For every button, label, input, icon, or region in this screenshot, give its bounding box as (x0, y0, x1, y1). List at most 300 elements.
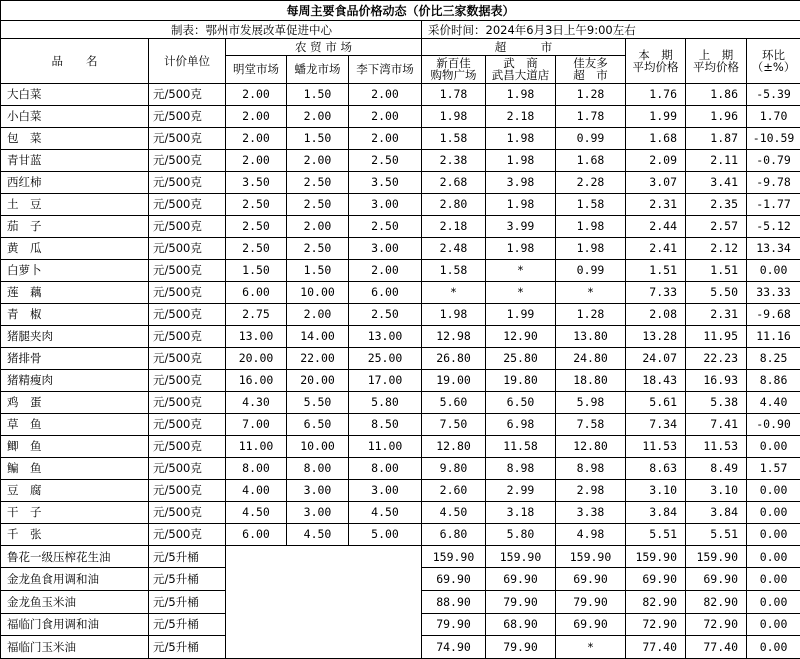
table-row (1, 105, 800, 127)
price-cell: 4.40 (747, 391, 800, 413)
price-cell: 2.00 (287, 105, 349, 127)
price-cell: 2.00 (349, 83, 422, 105)
price-cell: 20.00 (226, 347, 287, 369)
price-cell: 2.75 (226, 303, 287, 325)
price-cell: 1.76 (626, 83, 686, 105)
price-cell: 3.00 (349, 479, 422, 501)
price-cell: 18.80 (556, 369, 626, 391)
price-cell: 3.10 (626, 479, 686, 501)
price-cell: 2.98 (556, 479, 626, 501)
price-cell: 0.00 (747, 501, 800, 523)
farm-market-empty (226, 545, 422, 658)
unit: 元/500克 (149, 83, 226, 105)
unit: 元/500克 (149, 325, 226, 347)
item-name: 包 菜 (1, 127, 149, 149)
item-name: 豆 腐 (1, 479, 149, 501)
price-cell: 1.98 (556, 237, 626, 259)
item-name: 鲫 鱼 (1, 435, 149, 457)
price-cell: 4.00 (226, 479, 287, 501)
price-cell: * (486, 259, 556, 281)
price-cell: 69.90 (556, 568, 626, 591)
price-cell: 8.00 (349, 457, 422, 479)
unit: 元/500克 (149, 215, 226, 237)
price-cell: 18.43 (626, 369, 686, 391)
price-cell: 82.90 (626, 590, 686, 613)
price-cell: 8.25 (747, 347, 800, 369)
price-cell: 159.90 (556, 545, 626, 568)
price-cell: 1.98 (486, 237, 556, 259)
price-cell: 5.61 (626, 391, 686, 413)
price-cell: 12.98 (422, 325, 486, 347)
price-cell: 6.00 (226, 281, 287, 303)
price-cell: 1.86 (686, 83, 747, 105)
price-cell: 10.00 (287, 281, 349, 303)
price-cell: 3.84 (626, 501, 686, 523)
unit: 元/500克 (149, 479, 226, 501)
price-cell: -5.39 (747, 83, 800, 105)
price-cell: 72.90 (626, 613, 686, 636)
price-cell: 8.49 (686, 457, 747, 479)
table-row (1, 479, 800, 501)
price-cell: 6.98 (486, 413, 556, 435)
unit: 元/500克 (149, 457, 226, 479)
price-cell: 3.99 (486, 215, 556, 237)
item-name: 莲 藕 (1, 281, 149, 303)
price-cell: 8.63 (626, 457, 686, 479)
unit: 元/500克 (149, 171, 226, 193)
maker-label: 制表：鄂州市发展改革促进中心 (1, 21, 422, 39)
price-cell: 12.90 (486, 325, 556, 347)
price-cell: 1.50 (226, 259, 287, 281)
price-cell: 0.99 (556, 127, 626, 149)
price-cell: 69.90 (686, 568, 747, 591)
table-row (1, 83, 800, 105)
price-cell: 10.00 (287, 435, 349, 457)
price-cell: 2.57 (686, 215, 747, 237)
price-cell: 2.18 (422, 215, 486, 237)
price-cell: 7.50 (422, 413, 486, 435)
price-cell: 2.00 (226, 149, 287, 171)
table-row (1, 127, 800, 149)
table-row (1, 193, 800, 215)
unit: 元/5升桶 (149, 568, 226, 591)
item-name: 草 鱼 (1, 413, 149, 435)
price-cell: -9.78 (747, 171, 800, 193)
price-cell: 6.50 (287, 413, 349, 435)
price-cell: 7.00 (226, 413, 287, 435)
price-cell: 1.50 (287, 83, 349, 105)
price-cell: 4.50 (422, 501, 486, 523)
price-cell: 77.40 (686, 636, 747, 659)
unit: 元/500克 (149, 237, 226, 259)
price-cell: 0.00 (747, 479, 800, 501)
header-supermarket: 超 市 (422, 39, 626, 55)
table-row (1, 259, 800, 281)
price-cell: 2.60 (422, 479, 486, 501)
price-cell: -9.68 (747, 303, 800, 325)
item-name: 鲁花一级压榨花生油 (1, 545, 149, 568)
item-name: 猪排骨 (1, 347, 149, 369)
price-cell: 79.90 (486, 636, 556, 659)
price-cell: 8.00 (287, 457, 349, 479)
price-cell: * (556, 636, 626, 659)
price-cell: 6.50 (486, 391, 556, 413)
price-cell: 2.50 (226, 237, 287, 259)
price-cell: 79.90 (556, 590, 626, 613)
price-cell: 24.07 (626, 347, 686, 369)
price-cell: 4.30 (226, 391, 287, 413)
item-name: 金龙鱼食用调和油 (1, 568, 149, 591)
unit: 元/500克 (149, 281, 226, 303)
unit: 元/500克 (149, 369, 226, 391)
unit: 元/500克 (149, 347, 226, 369)
price-cell: 3.00 (349, 237, 422, 259)
header-market-mingtang: 明堂市场 (226, 55, 287, 83)
price-cell: 5.60 (422, 391, 486, 413)
unit: 元/500克 (149, 149, 226, 171)
price-cell: -5.12 (747, 215, 800, 237)
price-cell: * (556, 281, 626, 303)
price-cell: 1.51 (626, 259, 686, 281)
price-cell: 8.86 (747, 369, 800, 391)
unit: 元/500克 (149, 391, 226, 413)
header-market-lixiawan: 李下湾市场 (349, 55, 422, 83)
price-cell: 26.80 (422, 347, 486, 369)
price-cell: 13.00 (349, 325, 422, 347)
price-cell: 1.57 (747, 457, 800, 479)
table-title: 每周主要食品价格动态（价比三家数据表） (1, 1, 800, 21)
price-cell: 11.00 (226, 435, 287, 457)
item-name: 小白菜 (1, 105, 149, 127)
price-cell: 4.98 (556, 523, 626, 545)
item-name: 鳊 鱼 (1, 457, 149, 479)
price-cell: 1.28 (556, 303, 626, 325)
price-cell: * (486, 281, 556, 303)
price-cell: 82.90 (686, 590, 747, 613)
price-cell: 1.78 (422, 83, 486, 105)
item-name: 福临门玉米油 (1, 636, 149, 659)
price-cell: 19.80 (486, 369, 556, 391)
price-cell: 2.00 (226, 127, 287, 149)
price-cell: 25.00 (349, 347, 422, 369)
unit: 元/500克 (149, 303, 226, 325)
price-cell: 5.80 (486, 523, 556, 545)
price-cell: 19.00 (422, 369, 486, 391)
price-cell: 2.80 (422, 193, 486, 215)
price-cell: 0.00 (747, 590, 800, 613)
price-cell: 7.58 (556, 413, 626, 435)
header-ratio: 环比 （±%） (747, 39, 800, 83)
price-cell: 33.33 (747, 281, 800, 303)
price-cell: 24.80 (556, 347, 626, 369)
price-cell: 3.84 (686, 501, 747, 523)
price-cell: 2.31 (626, 193, 686, 215)
price-cell: 5.50 (287, 391, 349, 413)
table-row (1, 237, 800, 259)
price-cell: 8.00 (226, 457, 287, 479)
price-cell: 2.00 (226, 105, 287, 127)
unit: 元/5升桶 (149, 636, 226, 659)
unit: 元/500克 (149, 523, 226, 545)
table-row (1, 215, 800, 237)
price-cell: 2.00 (287, 215, 349, 237)
price-cell: 159.90 (626, 545, 686, 568)
unit: 元/5升桶 (149, 590, 226, 613)
price-cell: 2.50 (287, 193, 349, 215)
price-cell: 1.98 (422, 303, 486, 325)
header-market-panlong: 蟠龙市场 (287, 55, 349, 83)
price-cell: 2.50 (226, 215, 287, 237)
price-cell: 2.44 (626, 215, 686, 237)
price-cell: 22.00 (287, 347, 349, 369)
price-cell: 11.16 (747, 325, 800, 347)
price-cell: 2.11 (686, 149, 747, 171)
item-name: 鸡 蛋 (1, 391, 149, 413)
item-name: 干 子 (1, 501, 149, 523)
price-cell: 0.00 (747, 523, 800, 545)
table-row (1, 149, 800, 171)
price-cell: 1.98 (486, 193, 556, 215)
collect-time: 采价时间：2024年6月3日上午9:00左右 (422, 21, 800, 39)
price-cell: 0.00 (747, 613, 800, 636)
price-cell: 2.48 (422, 237, 486, 259)
header-super-jiayouduo: 佳友多 超 市 (556, 55, 626, 83)
price-cell: 3.07 (626, 171, 686, 193)
price-cell: 16.93 (686, 369, 747, 391)
price-cell: 1.99 (486, 303, 556, 325)
price-cell: 6.00 (349, 281, 422, 303)
item-name: 白萝卜 (1, 259, 149, 281)
price-cell: 77.40 (626, 636, 686, 659)
price-cell: 7.41 (686, 413, 747, 435)
price-cell: 2.38 (422, 149, 486, 171)
price-cell: 3.50 (349, 171, 422, 193)
price-cell: 1.98 (422, 105, 486, 127)
item-name: 大白菜 (1, 83, 149, 105)
price-cell: 14.00 (287, 325, 349, 347)
price-cell: -0.79 (747, 149, 800, 171)
price-cell: 2.41 (626, 237, 686, 259)
price-cell: 88.90 (422, 590, 486, 613)
table-row (1, 523, 800, 545)
price-cell: 2.00 (287, 303, 349, 325)
item-name: 青甘蓝 (1, 149, 149, 171)
price-cell: 1.50 (287, 259, 349, 281)
unit: 元/5升桶 (149, 613, 226, 636)
price-cell: 2.99 (486, 479, 556, 501)
price-cell: 68.90 (486, 613, 556, 636)
price-cell: 5.51 (626, 523, 686, 545)
price-cell: 11.00 (349, 435, 422, 457)
table-row (1, 435, 800, 457)
price-cell: 16.00 (226, 369, 287, 391)
price-cell: 13.80 (556, 325, 626, 347)
price-cell: 1.87 (686, 127, 747, 149)
price-cell: 72.90 (686, 613, 747, 636)
unit: 元/500克 (149, 413, 226, 435)
price-cell: 1.96 (686, 105, 747, 127)
price-cell: 1.58 (422, 259, 486, 281)
price-cell: 2.00 (349, 105, 422, 127)
price-cell: 1.68 (626, 127, 686, 149)
price-cell: 7.34 (626, 413, 686, 435)
table-row (1, 501, 800, 523)
price-cell: 1.78 (556, 105, 626, 127)
unit: 元/500克 (149, 193, 226, 215)
price-cell: 1.98 (486, 127, 556, 149)
price-cell: 11.95 (686, 325, 747, 347)
unit: 元/500克 (149, 259, 226, 281)
price-cell: 2.50 (349, 303, 422, 325)
header-farm-market: 农 贸 市 场 (226, 39, 422, 55)
price-cell: 69.90 (556, 613, 626, 636)
unit: 元/5升桶 (149, 545, 226, 568)
price-cell: 69.90 (486, 568, 556, 591)
table-row (1, 281, 800, 303)
price-cell: 2.28 (556, 171, 626, 193)
header-super-wushang: 武 商 武昌大道店 (486, 55, 556, 83)
price-cell: 1.99 (626, 105, 686, 127)
price-cell: 3.98 (486, 171, 556, 193)
table-row (1, 369, 800, 391)
unit: 元/500克 (149, 127, 226, 149)
price-cell: 4.50 (226, 501, 287, 523)
price-cell: 159.90 (486, 545, 556, 568)
price-cell: 3.00 (349, 193, 422, 215)
table-row (1, 457, 800, 479)
price-cell: 5.80 (349, 391, 422, 413)
price-cell: 0.00 (747, 545, 800, 568)
price-cell: 1.28 (556, 83, 626, 105)
price-cell: 3.10 (686, 479, 747, 501)
item-name: 千 张 (1, 523, 149, 545)
price-cell: 2.18 (486, 105, 556, 127)
price-cell: 1.98 (556, 215, 626, 237)
price-cell: 4.50 (349, 501, 422, 523)
header-unit: 计价单位 (149, 39, 226, 83)
price-cell: 20.00 (287, 369, 349, 391)
price-cell: 1.70 (747, 105, 800, 127)
item-name: 金龙鱼玉米油 (1, 590, 149, 613)
price-cell: 5.51 (686, 523, 747, 545)
item-name: 茄 子 (1, 215, 149, 237)
header-super-xinbaijia: 新百佳 购物广场 (422, 55, 486, 83)
price-cell: 159.90 (686, 545, 747, 568)
price-cell: 2.00 (349, 127, 422, 149)
price-cell: 0.00 (747, 636, 800, 659)
price-cell: 13.00 (226, 325, 287, 347)
price-cell: 0.00 (747, 435, 800, 457)
price-cell: 1.51 (686, 259, 747, 281)
item-name: 西红柿 (1, 171, 149, 193)
price-cell: 2.50 (287, 171, 349, 193)
price-cell: 79.90 (486, 590, 556, 613)
table-row (1, 545, 800, 568)
price-cell: 2.09 (626, 149, 686, 171)
table-row (1, 413, 800, 435)
price-cell: 6.80 (422, 523, 486, 545)
price-cell: 9.80 (422, 457, 486, 479)
price-cell: 69.90 (626, 568, 686, 591)
price-cell: 3.18 (486, 501, 556, 523)
price-cell: 74.90 (422, 636, 486, 659)
price-cell: 159.90 (422, 545, 486, 568)
item-name: 黄 瓜 (1, 237, 149, 259)
unit: 元/500克 (149, 105, 226, 127)
price-cell: 1.58 (422, 127, 486, 149)
price-cell: 2.50 (287, 237, 349, 259)
unit: 元/500克 (149, 435, 226, 457)
price-cell: 12.80 (556, 435, 626, 457)
table-row (1, 391, 800, 413)
price-cell: 1.98 (486, 149, 556, 171)
price-cell: 6.00 (226, 523, 287, 545)
price-cell: 2.50 (349, 215, 422, 237)
header-name: 品 名 (1, 39, 149, 83)
price-cell: 22.23 (686, 347, 747, 369)
price-cell: 2.00 (226, 83, 287, 105)
price-cell: 11.53 (686, 435, 747, 457)
price-cell: 2.31 (686, 303, 747, 325)
price-cell: 2.08 (626, 303, 686, 325)
price-cell: 8.98 (486, 457, 556, 479)
price-cell: 13.34 (747, 237, 800, 259)
price-cell: 2.00 (349, 259, 422, 281)
price-cell: 8.98 (556, 457, 626, 479)
price-cell: 3.38 (556, 501, 626, 523)
price-cell: 1.50 (287, 127, 349, 149)
price-cell: 69.90 (422, 568, 486, 591)
price-cell: 12.80 (422, 435, 486, 457)
price-cell: -1.77 (747, 193, 800, 215)
item-name: 青 椒 (1, 303, 149, 325)
price-cell: 11.53 (626, 435, 686, 457)
price-cell: 5.00 (349, 523, 422, 545)
item-name: 福临门食用调和油 (1, 613, 149, 636)
price-cell: 1.58 (556, 193, 626, 215)
price-cell: 5.50 (686, 281, 747, 303)
price-cell: 1.68 (556, 149, 626, 171)
header-current-avg: 本 期 平均价格 (626, 39, 686, 83)
price-cell: 2.35 (686, 193, 747, 215)
header-last-avg: 上 期 平均价格 (686, 39, 747, 83)
price-cell: 4.50 (287, 523, 349, 545)
item-name: 土 豆 (1, 193, 149, 215)
item-name: 猪腿夹肉 (1, 325, 149, 347)
price-cell: 7.33 (626, 281, 686, 303)
table-row (1, 325, 800, 347)
table-row (1, 171, 800, 193)
price-cell: 1.98 (486, 83, 556, 105)
price-cell: 3.50 (226, 171, 287, 193)
price-cell: 2.50 (226, 193, 287, 215)
price-cell: 13.28 (626, 325, 686, 347)
price-cell: 0.00 (747, 568, 800, 591)
table-row (1, 347, 800, 369)
price-cell: 3.41 (686, 171, 747, 193)
price-cell: 17.00 (349, 369, 422, 391)
unit: 元/500克 (149, 501, 226, 523)
price-cell: 2.68 (422, 171, 486, 193)
price-cell: * (422, 281, 486, 303)
price-cell: 3.00 (287, 479, 349, 501)
price-cell: 3.00 (287, 501, 349, 523)
price-cell: 5.98 (556, 391, 626, 413)
price-cell: 2.00 (287, 149, 349, 171)
price-cell: 2.12 (686, 237, 747, 259)
item-name: 猪精瘦肉 (1, 369, 149, 391)
price-cell: 2.50 (349, 149, 422, 171)
